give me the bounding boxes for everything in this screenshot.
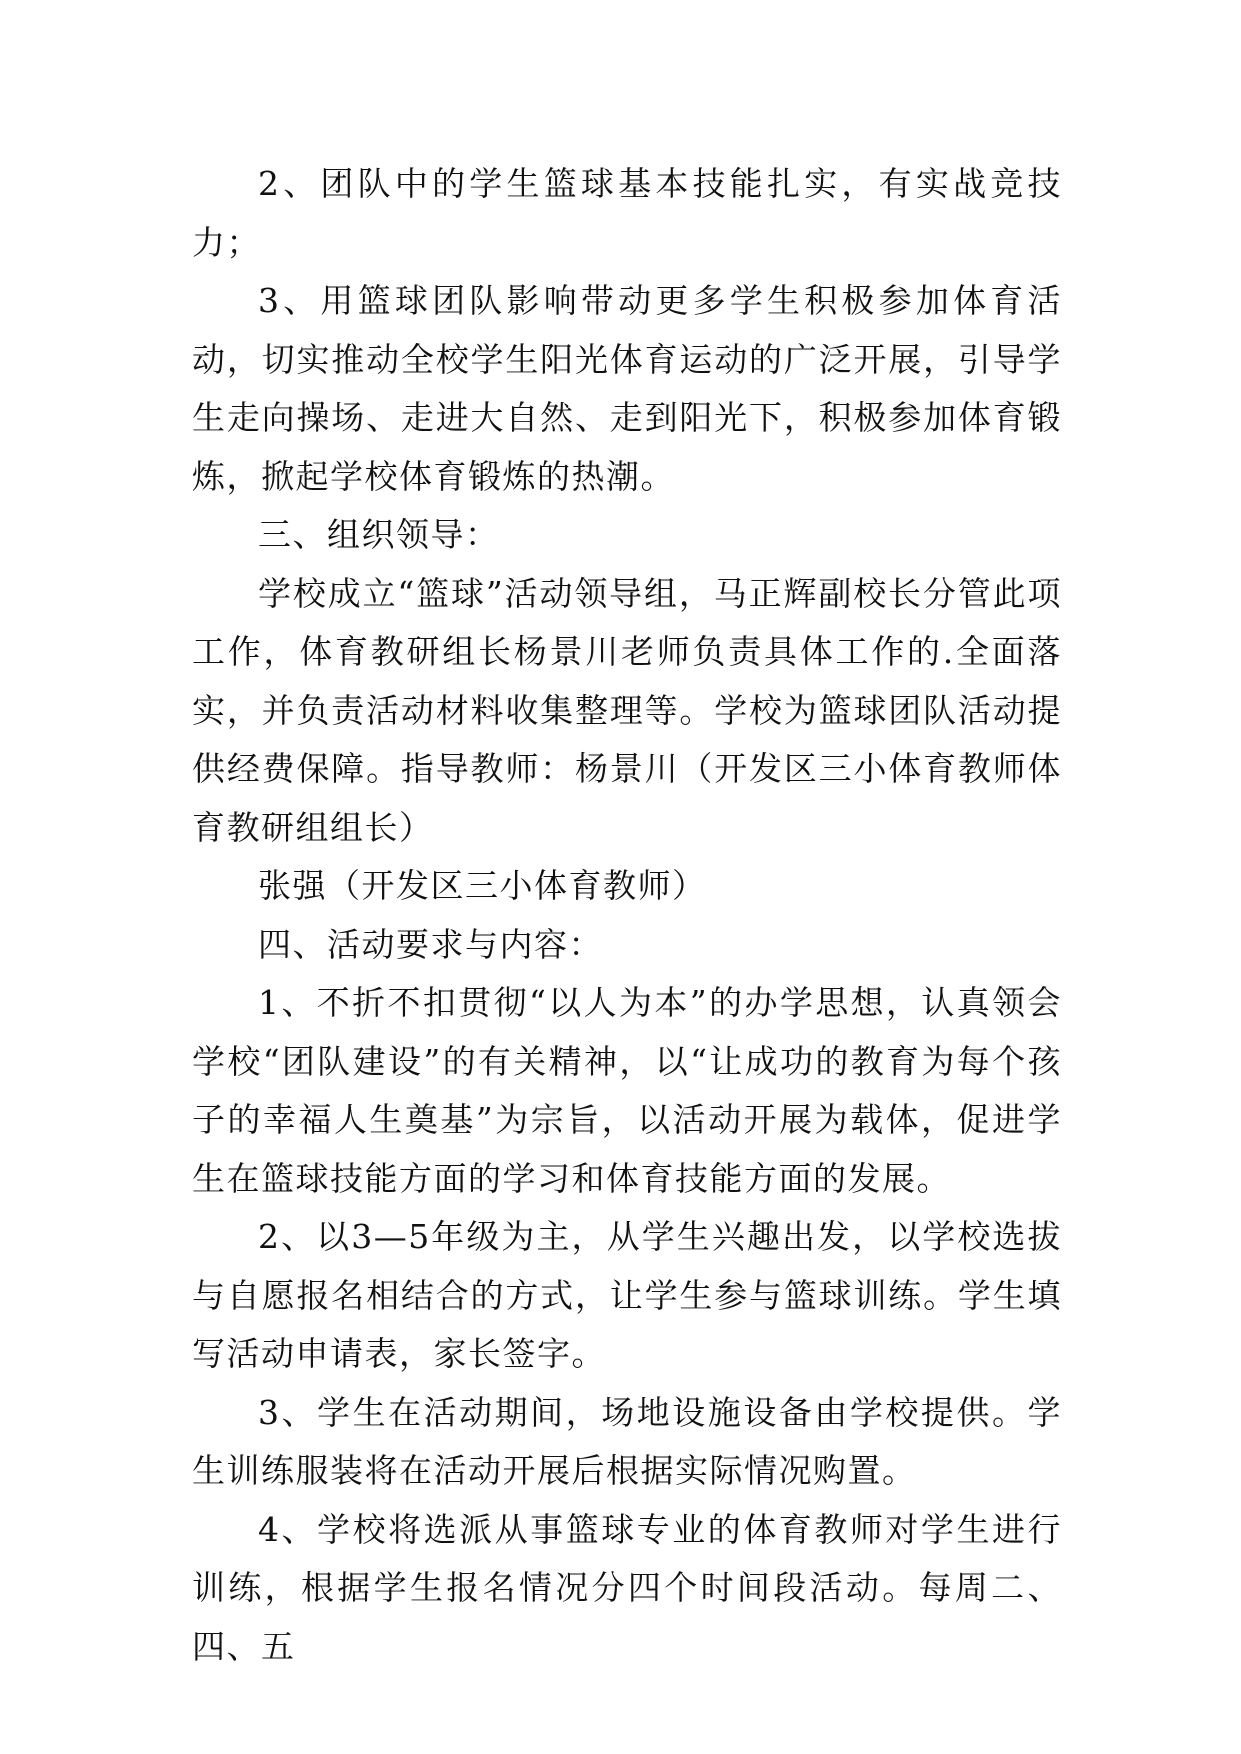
paragraph-requirement-2: 2、以3—5年级为主，从学生兴趣出发，以学校选拔与自愿报名相结合的方式，让学生参与篮球训练。学生填写活动申请表，家长签字。: [192, 1217, 1062, 1373]
paragraph-organization: 学校成立“篮球”活动领导组，马正辉副校长分管此项工作，体育教研组长杨景川老师负责具体工作的.全面落实，并负责活动材料收集整理等。学校为篮球团队活动提供经费保障。指导教师：杨景川（开发区三小体育教师体育教研组组长）: [192, 573, 1062, 847]
paragraph-instructor: 张强（开发区三小体育教师）: [258, 866, 707, 905]
section-heading-requirements: 四、活动要求与内容：: [258, 924, 603, 964]
paragraph-requirement-3: 3、学生在活动期间，场地设施设备由学校提供。学生训练服装将在活动开展后根据实际情况购置。: [192, 1392, 1062, 1490]
paragraph-requirement-4: 4、学校将选派从事篮球专业的体育教师对学生进行训练，根据学生报名情况分四个时间段活动。每周二、四、五: [192, 1509, 1062, 1666]
paragraph-goal-3: 3、用篮球团队影响带动更多学生积极参加体育活动，切实推动全校学生阳光体育运动的广泛开展，引导学生走向操场、走进大自然、走到阳光下，积极参加体育锻炼，掀起学校体育锻炼的热潮。: [192, 281, 1062, 496]
paragraph-goal-2: 2、团队中的学生篮球基本技能扎实，有实战竞技力；: [192, 164, 1062, 262]
paragraph-requirement-1: 1、不折不扣贯彻“以人为本”的办学思想，认真领会学校“团队建设”的有关精神，以“让成功的教育为每个孩子的幸福人生奠基”为宗旨，以活动开展为载体，促进学生在篮球技能方面的学习和体育技能方面的发展。: [192, 983, 1062, 1198]
document-body: [192, 155, 1062, 1676]
section-heading-organization: 三、组织领导：: [258, 515, 500, 554]
